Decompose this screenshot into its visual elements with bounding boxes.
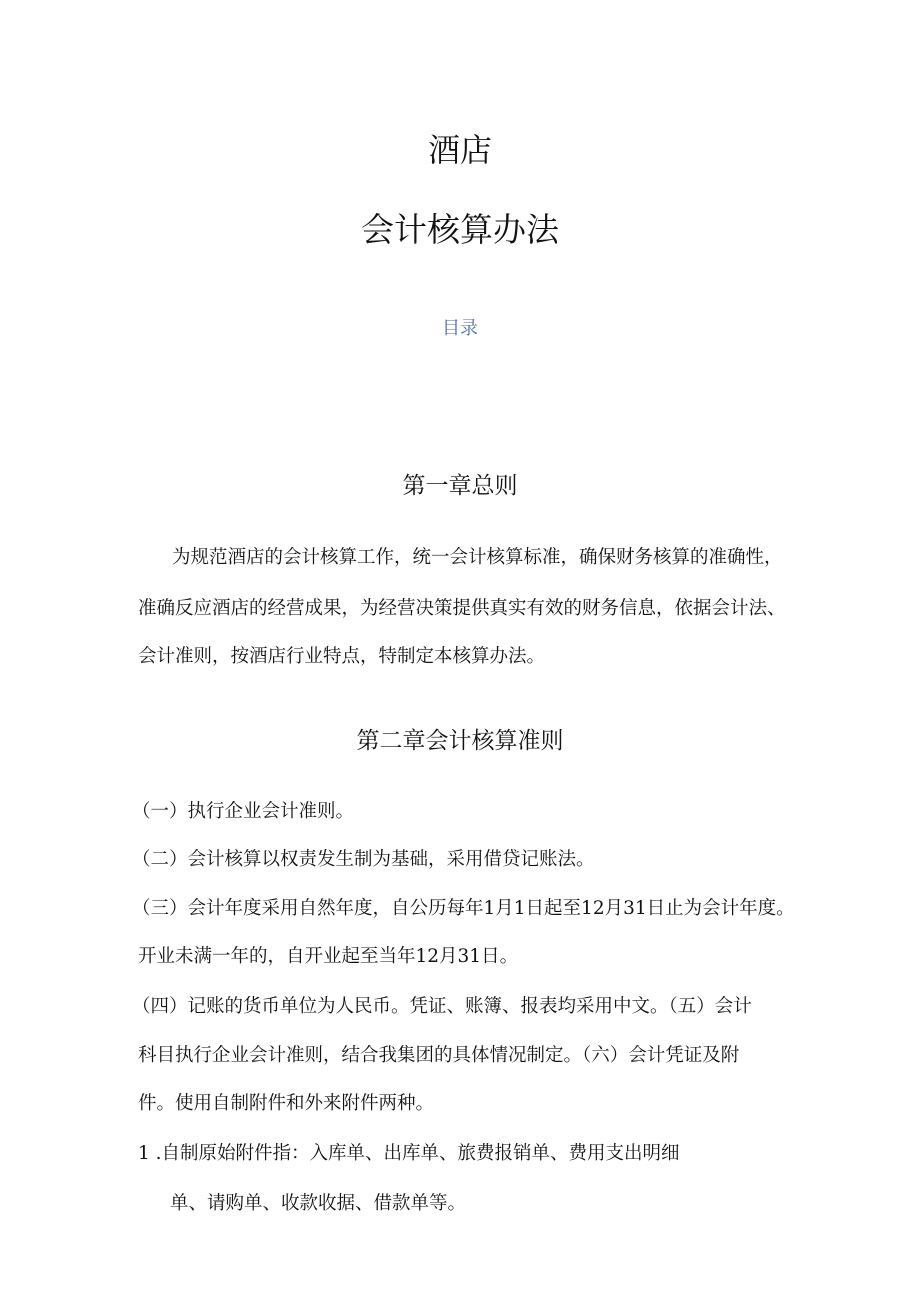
paragraph-line: 件。使用自制附件和外来附件两种。 (138, 1093, 435, 1114)
paragraph-line: 为规范酒店的会计核算工作，统一会计核算标准，确保财务核算的准确性， (172, 547, 783, 568)
toc-link[interactable]: 目录 (442, 318, 478, 339)
paragraph-line: 开业未满一年的，自开业起至当年12月31日。 (138, 946, 519, 967)
chapter2-heading: 第二章会计核算准则 (356, 728, 564, 754)
document-title: 酒店 (427, 131, 492, 169)
document-subtitle: 会计核算办法 (361, 210, 559, 249)
paragraph-line: （一）执行企业会计准则。 (132, 801, 355, 822)
chapter1-heading: 第一章总则 (402, 473, 518, 499)
paragraph-line: （二）会计核算以权责发生制为基础，采用借贷记账法。 (132, 849, 595, 870)
paragraph-line: （四）记账的货币单位为人民币。凭证、账簿、报表均采用中文。（五）会计 (132, 996, 752, 1017)
paragraph-line: 准确反应酒店的经营成果，为经营决策提供真实有效的财务信息，依据会计法、 (138, 598, 786, 619)
list-item-continuation: 单、请购单、收款收据、借款单等。 (170, 1193, 467, 1214)
list-item: 1 .自制原始附件指：入库单、出库单、旅费报销单、费用支出明细 (138, 1143, 680, 1164)
paragraph-line: 会计准则，按酒店行业特点，特制定本核算办法。 (138, 646, 546, 667)
paragraph-line: 科目执行企业会计准则，结合我集团的具体情况制定。（六）会计凭证及附 (138, 1045, 740, 1066)
paragraph-line: （三）会计年度采用自然年度，自公历每年1月1日起至12月31日止为会计年度。 (132, 898, 795, 919)
